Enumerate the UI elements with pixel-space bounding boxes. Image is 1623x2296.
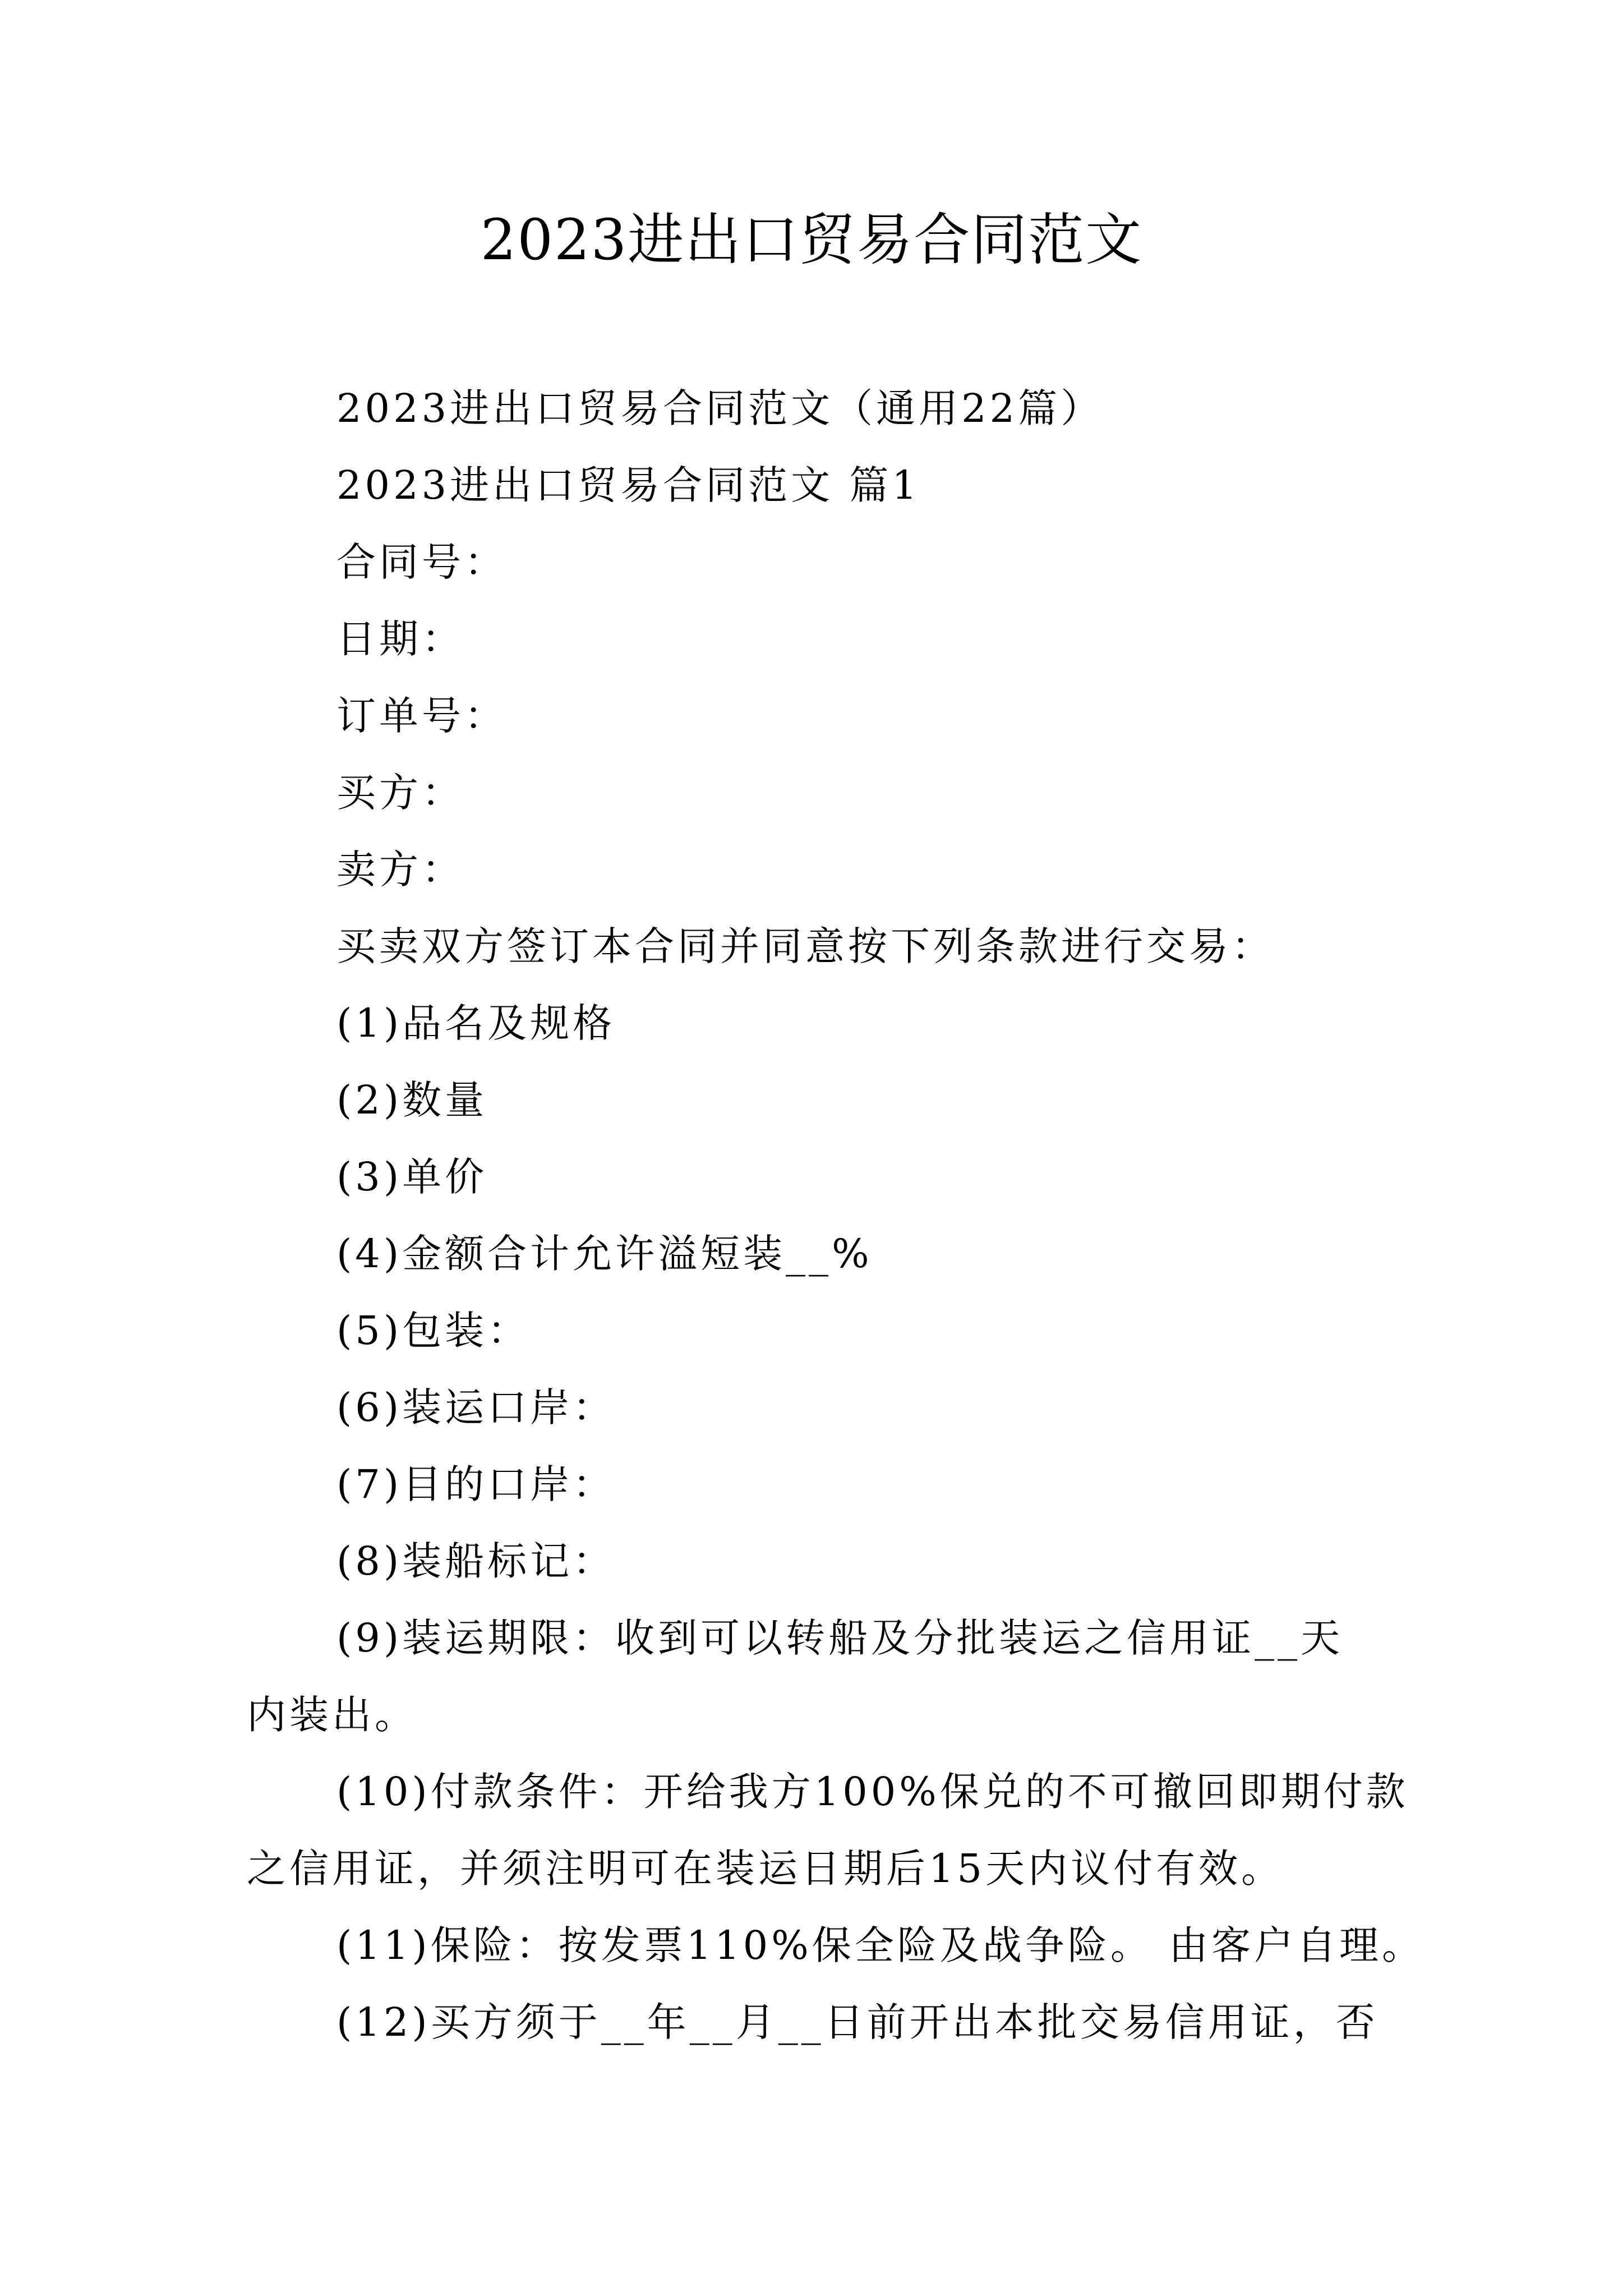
doc-line-clause-8: (8)装船标记： xyxy=(336,1538,616,1584)
doc-line-section-heading: 2023进出口贸易合同范文 篇1 xyxy=(336,462,920,508)
doc-line-date: 日期： xyxy=(336,616,464,662)
doc-line-clause-4: (4)金额合计允许溢短装__% xyxy=(336,1231,873,1277)
doc-line-buyer: 买方： xyxy=(336,770,464,816)
doc-line-clause-5: (5)包装： xyxy=(336,1308,531,1354)
doc-line-clause-10: (10)付款条件：开给我方100%保兑的不可撤回即期付款 xyxy=(336,1769,1409,1815)
doc-line-seller: 卖方： xyxy=(336,846,464,892)
document-title: 2023进出口贸易合同范文 xyxy=(480,207,1143,273)
doc-line-clause-2: (2)数量 xyxy=(336,1077,488,1123)
doc-line-clause-9: (9)装运期限：收到可以转船及分批装运之信用证__天 xyxy=(336,1615,1344,1661)
doc-line-order-no: 订单号： xyxy=(336,693,507,739)
doc-line-agreement: 买卖双方签订本合同并同意按下列条款进行交易： xyxy=(336,923,1274,969)
doc-line-clause-9-cont: 内装出。 xyxy=(247,1692,417,1738)
doc-line-clause-12: (12)买方须于__年__月__日前开出本批交易信用证，否 xyxy=(336,1999,1378,2045)
doc-line-subtitle: 2023进出口贸易合同范文（通用22篇） xyxy=(336,385,1104,431)
doc-line-clause-10-cont: 之信用证，并须注明可在装运日期后15天内议付有效。 xyxy=(247,1846,1284,1892)
doc-line-clause-3: (3)单价 xyxy=(336,1154,488,1200)
doc-line-clause-6: (6)装运口岸： xyxy=(336,1384,616,1430)
doc-line-clause-7: (7)目的口岸： xyxy=(336,1461,616,1507)
doc-line-contract-no: 合同号： xyxy=(336,539,507,585)
doc-line-clause-11: (11)保险：按发票110%保全险及战争险。 由客户自理。 xyxy=(336,1922,1425,1968)
doc-line-clause-1: (1)品名及规格 xyxy=(336,1000,616,1046)
document-body xyxy=(247,370,1425,2061)
